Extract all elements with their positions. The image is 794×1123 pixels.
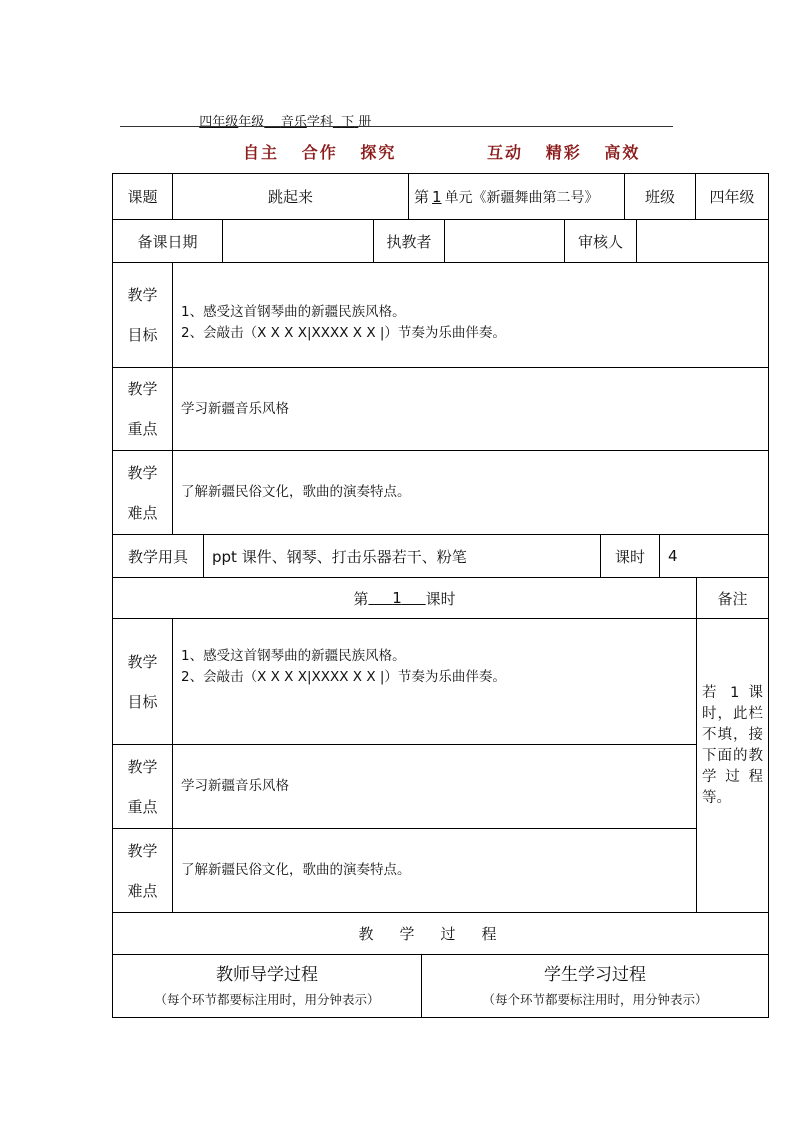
lesson-heading: 第 1 课时	[112, 577, 697, 619]
subject-value: 音乐	[280, 115, 307, 130]
topic-label: 课题	[112, 173, 173, 220]
reviewer-label: 审核人	[564, 219, 637, 263]
tools-label: 教学用具	[112, 534, 204, 578]
topic-value: 跳起来	[172, 173, 409, 220]
unit-cell: 第 1 单元《新疆舞曲第二号》	[408, 173, 625, 220]
lesson-number: 1	[392, 589, 402, 607]
grade-suffix: 年级	[238, 115, 265, 130]
student-process-title: 学生学习过程	[544, 965, 646, 985]
difficulty-label: 教学 难点	[112, 450, 173, 535]
lesson-goal-line-2: 2、会敲击（X X X X|XXXX X X |）节奏为乐曲伴奏。	[181, 668, 506, 685]
remark-label: 备注	[696, 577, 769, 619]
goals-label: 教学 目标	[112, 262, 173, 368]
volume-suffix: 册	[358, 115, 372, 130]
lesson-goal-line-1: 1、感受这首钢琴曲的新疆民族风格。	[181, 647, 406, 664]
subject-suffix: 学科	[306, 115, 333, 130]
remark-note: 若 1 课时，此栏不填，接下面的教学过程等。	[696, 618, 769, 913]
lesson-focus-content: 学习新疆音乐风格	[172, 744, 697, 829]
teacher-process-note: （每个环节都要标注用时，用分钟表示）	[154, 992, 380, 1007]
lesson-focus-label: 教学 重点	[112, 744, 173, 829]
lesson-difficulty-content: 了解新疆民俗文化，歌曲的演奏特点。	[172, 828, 697, 913]
slogan-left: 自主 合作 探究	[243, 143, 397, 162]
slogan-right: 互动 精彩 高效	[487, 143, 641, 162]
difficulty-content: 了解新疆民俗文化，歌曲的演奏特点。	[172, 450, 769, 535]
lesson-difficulty-label: 教学 难点	[112, 828, 173, 913]
prep-date-label: 备课日期	[112, 219, 223, 263]
grade-value: 四年级	[199, 115, 239, 130]
goal-line-1: 1、感受这首钢琴曲的新疆民族风格。	[181, 304, 406, 320]
teacher-label: 执教者	[373, 219, 445, 263]
goal-line-2: 2、会敲击（X X X X|XXXX X X |）节奏为乐曲伴奏。	[181, 325, 506, 341]
class-label: 班级	[624, 173, 696, 220]
volume-value: 下	[341, 115, 355, 130]
student-process-header	[421, 954, 769, 1018]
goals-content	[172, 262, 769, 368]
hours-label: 课时	[600, 534, 660, 578]
lesson-goals-content	[172, 618, 697, 745]
focus-label: 教学 重点	[112, 367, 173, 451]
focus-content: 学习新疆音乐风格	[172, 367, 769, 451]
lesson-goals-label: 教学 目标	[112, 618, 173, 745]
header-divider	[120, 126, 673, 127]
class-value: 四年级	[695, 173, 769, 220]
document-header	[191, 96, 371, 130]
prep-date-value[interactable]	[222, 219, 374, 263]
teacher-value[interactable]	[444, 219, 565, 263]
tools-value: ppt 课件、钢琴、打击乐器若干、粉笔	[203, 534, 601, 578]
reviewer-value[interactable]	[636, 219, 769, 263]
teacher-process-title: 教师导学过程	[216, 965, 318, 985]
process-title: 教学过程	[112, 912, 769, 955]
student-process-note: （每个环节都要标注用时，用分钟表示）	[482, 992, 708, 1007]
hours-value: 4	[659, 534, 769, 578]
teacher-process-header	[112, 954, 422, 1018]
unit-number: 1	[432, 187, 442, 206]
